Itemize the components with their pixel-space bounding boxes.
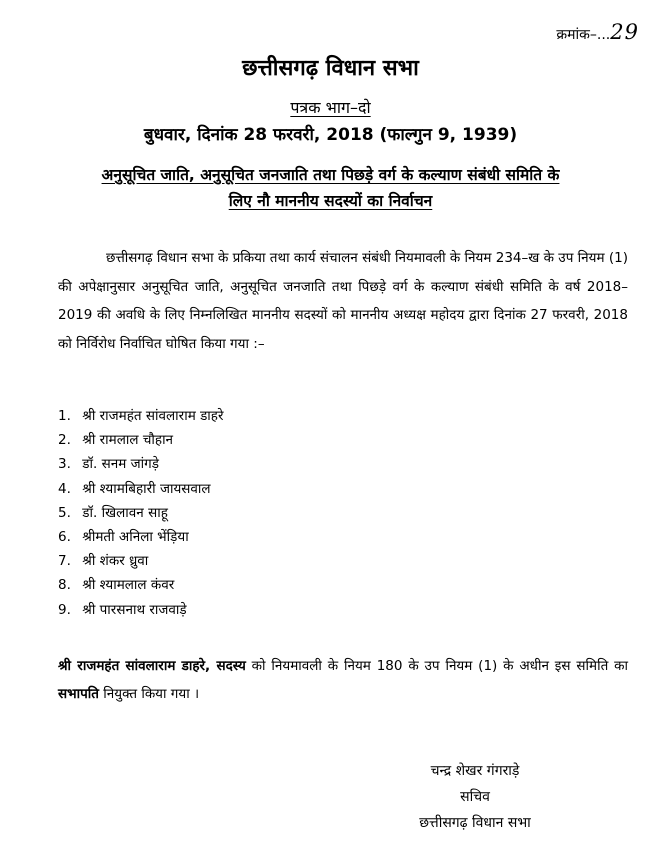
member-list [58, 404, 223, 622]
list-item [58, 573, 223, 597]
list-item [58, 501, 223, 525]
member-name: श्री राजमहंत सांवलाराम डाहरे [82, 408, 224, 424]
member-name: श्री श्यामबिहारी जायसवाल [82, 480, 211, 497]
member-name: श्री श्यामलाल कंवर [82, 577, 175, 594]
list-item [58, 549, 223, 573]
member-name: श्री पारसनाथ राजवाड़े [82, 601, 187, 618]
list-item [58, 428, 223, 452]
list-item-number: 7. [58, 553, 71, 570]
signatory-office: छत्तीसगढ़ विधान सभा [419, 815, 531, 831]
member-name: डॉ. सनम जांगड़े [82, 456, 159, 473]
chairman-name: श्री राजमहंत सांवलाराम डाहरे, सदस्य [58, 658, 246, 674]
serial-number [556, 20, 639, 44]
member-name: डॉ. खिलावन साहू [82, 504, 168, 521]
list-item-number: 2. [58, 432, 71, 449]
subject-line-2: लिए नौ माननीय सदस्यों का निर्वाचन [228, 192, 433, 210]
list-item-number: 9. [58, 601, 71, 618]
signatory-designation: सचिव [460, 789, 490, 805]
list-item-number: 4. [58, 480, 71, 497]
serial-label: क्रमांक–... [556, 27, 611, 43]
list-item-number: 6. [58, 528, 71, 545]
list-item-number: 1. [58, 408, 71, 424]
list-item [58, 452, 223, 476]
list-item [58, 404, 223, 428]
date-line: बुधवार, दिनांक 28 फरवरी, 2018 (फाल्गुन 9, 1939) [143, 125, 518, 145]
chairman-post: सभापति [58, 686, 99, 702]
body-paragraph: छत्तीसगढ़ विधान सभा के प्रकिया तथा कार्य संचालन संबंधी नियमावली के नियम 234–ख के उप नियम (1) की अपेक्षानुसार अनुसूचित जाति, अनुसूचित जनजाति तथा पिछड़े वर्ग के कल्याण संबंधी समिति के वर्ष 2018–2019 की अवधि के लिए निम्नलिखित माननीय सदस्यों को माननीय अध्यक्ष महोदय द्वारा दिनांक 27 फरवरी, 2018 को निर्विरोध निर्वाचित घोषित किया गया :– [58, 250, 628, 352]
signature-block [340, 758, 610, 836]
chairman-text-after: नियुक्त किया गया । [103, 686, 200, 702]
list-item-number: 5. [58, 504, 71, 521]
chairman-paragraph [58, 652, 628, 708]
member-name: श्री शंकर ध्रुवा [82, 553, 149, 570]
member-name: श्री रामलाल चौहान [82, 432, 174, 449]
member-name: श्रीमती अनिला भेंड़िया [82, 528, 189, 545]
part-label [0, 96, 661, 118]
subject-line-1: अनुसूचित जाति, अनुसूचित जनजाति तथा पिछड़े वर्ग के कल्याण संबंधी समिति के [101, 166, 560, 184]
list-item [58, 525, 223, 549]
subject-heading [30, 162, 631, 214]
list-item [58, 598, 223, 622]
list-item-number: 3. [58, 456, 71, 473]
list-item [58, 477, 223, 501]
signatory-name: चन्द्र शेखर गंगराड़े [430, 763, 520, 779]
assembly-title: छत्तीसगढ़ विधान सभा [242, 56, 419, 81]
chairman-text-before: को नियमावली के नियम 180 के उप नियम (1) के अधीन इस समिति का [251, 658, 628, 674]
serial-number-value: 29 [610, 20, 639, 44]
list-item-number: 8. [58, 577, 71, 594]
part-label-text: पत्रक भाग–दो [290, 98, 371, 117]
